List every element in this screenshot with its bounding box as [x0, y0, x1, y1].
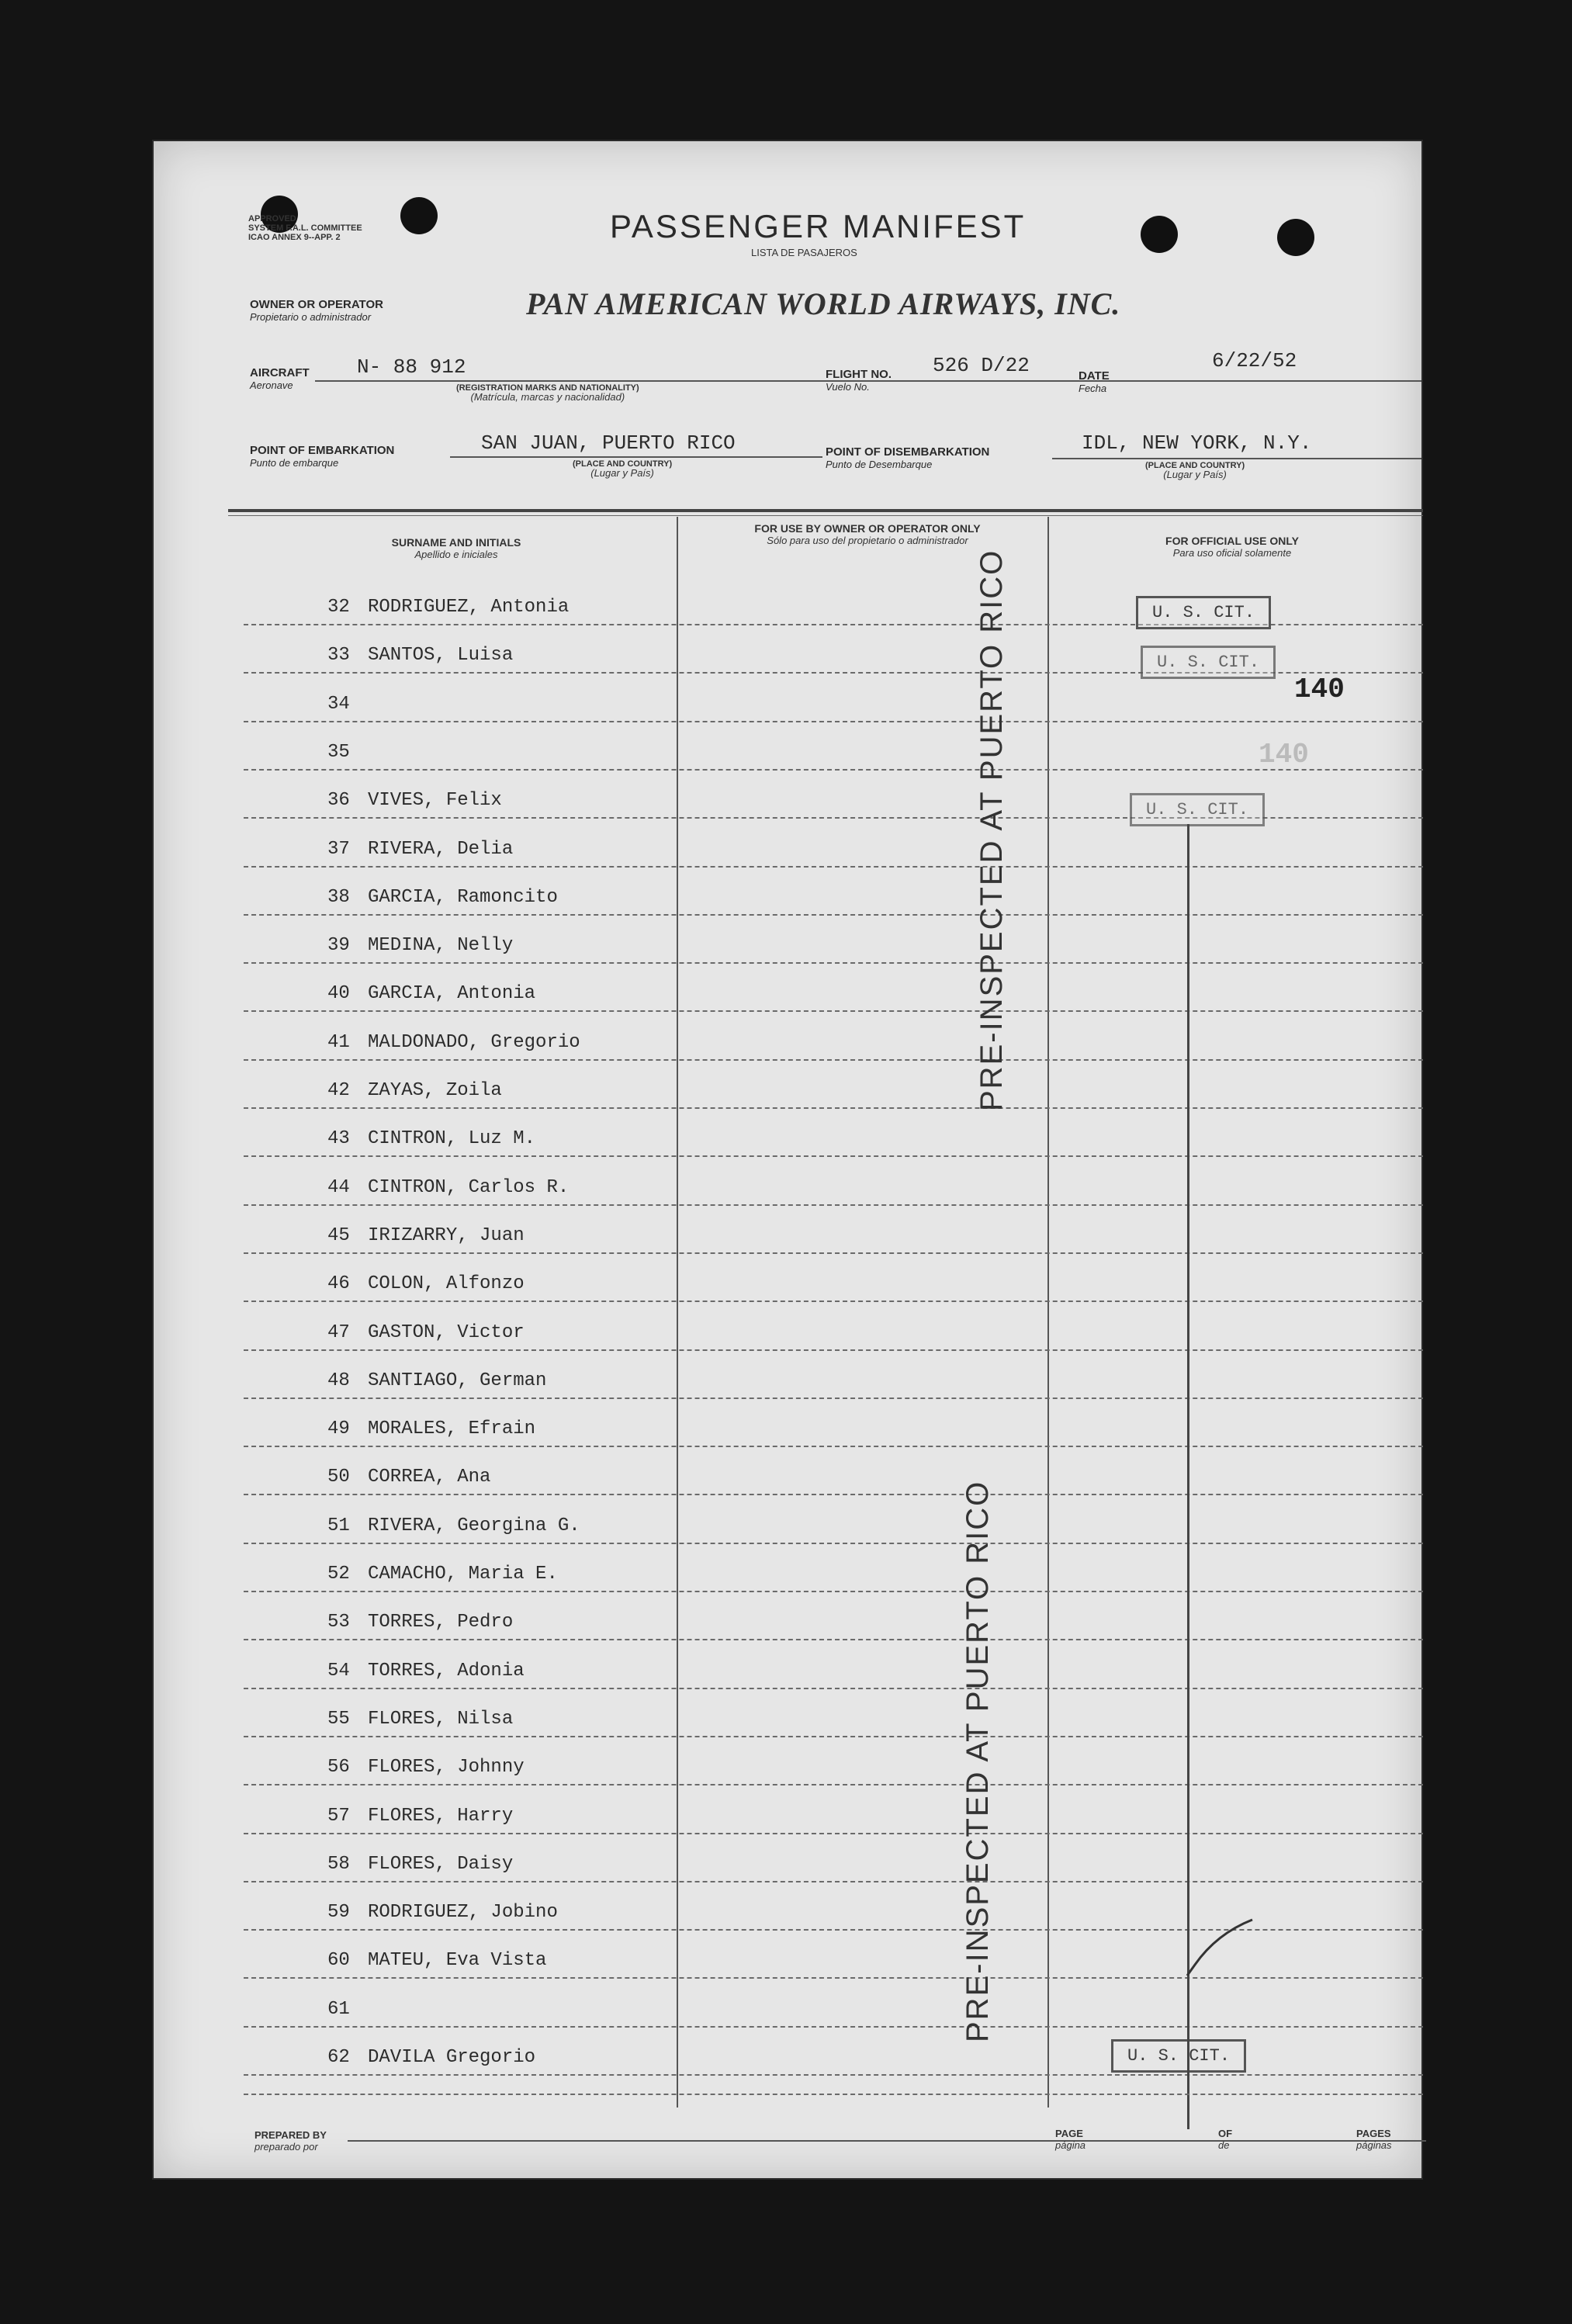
pages-label [1356, 2128, 1392, 2151]
passenger-number: 40 [327, 983, 350, 1005]
table-row [244, 1689, 1423, 1737]
passenger-number: 32 [327, 597, 350, 618]
passenger-name: RIVERA, Delia [368, 838, 514, 860]
passenger-number: 42 [327, 1080, 350, 1101]
passenger-number: 60 [327, 1950, 350, 1972]
us-citizen-stamp: U. S. CIT. [1130, 793, 1265, 826]
page-subtitle: LISTA DE PASAJEROS [751, 247, 857, 258]
prepared-by-en: PREPARED BY [254, 2129, 327, 2141]
passenger-name: MATEU, Eva Vista [368, 1950, 547, 1972]
table-row [244, 1109, 1423, 1157]
table-row [244, 1641, 1423, 1689]
table-row [244, 1158, 1423, 1206]
table-row [244, 964, 1423, 1012]
column-header-official-en: FOR OFFICIAL USE ONLY [1165, 535, 1299, 547]
table-row [244, 1834, 1423, 1882]
us-citizen-stamp: U. S. CIT. [1136, 596, 1271, 629]
passenger-number: 45 [327, 1224, 350, 1246]
owner-label-en: OWNER OR OPERATOR [250, 298, 383, 311]
passenger-number: 48 [327, 1370, 350, 1391]
approval-note [248, 214, 362, 242]
passenger-number: 47 [327, 1321, 350, 1343]
table-row [244, 674, 1423, 722]
disembark-underline [1052, 458, 1421, 459]
passenger-number: 44 [327, 1176, 350, 1198]
passenger-number: 41 [327, 1031, 350, 1053]
column-header-names-es: Apellido e iniciales [414, 549, 498, 560]
column-header-owner-use [751, 523, 984, 546]
column-header-owner-use-en: FOR USE BY OWNER OR OPERATOR ONLY [754, 522, 981, 535]
passenger-name: GARCIA, Ramoncito [368, 886, 558, 908]
flight-label-es: Vuelo No. [826, 381, 870, 393]
passenger-name: VIVES, Felix [368, 790, 502, 812]
place-note-en: (PLACE AND COUNTRY) [573, 459, 673, 469]
registration-note-es: (Matrícula, marcas y nacionalidad) [470, 391, 625, 403]
passenger-name: CORREA, Ana [368, 1467, 491, 1488]
embark-place-note [573, 459, 672, 478]
prepared-by-label [254, 2129, 327, 2153]
approval-line: SYSTEM F.A.L. COMMITTEE [248, 223, 362, 233]
registration-note-en: (REGISTRATION MARKS AND NATIONALITY) [456, 383, 639, 393]
passenger-name: RODRIGUEZ, Antonia [368, 597, 570, 618]
passenger-number: 37 [327, 838, 350, 860]
owner-value: PAN AMERICAN WORLD AIRWAYS, INC. [526, 286, 1121, 321]
embark-underline [450, 456, 822, 458]
owner-label [250, 298, 383, 323]
disembark-label-en: POINT OF DISEMBARKATION [826, 445, 990, 459]
disembark-value: IDL, NEW YORK, N.Y. [1082, 431, 1312, 455]
passenger-number: 43 [327, 1128, 350, 1150]
passenger-number: 51 [327, 1515, 350, 1536]
page-label-es: página [1055, 2139, 1086, 2151]
check-mark-icon [1186, 1918, 1255, 1980]
table-row [244, 1399, 1423, 1447]
passenger-number: 54 [327, 1660, 350, 1682]
table-row [244, 1206, 1423, 1254]
passenger-count-mark: 140 [1294, 674, 1345, 705]
column-header-owner-use-es: Sólo para uso del propietario o administrador [767, 535, 968, 546]
disembark-place-note [1145, 461, 1245, 480]
flight-label-en: FLIGHT NO. [826, 368, 892, 381]
passenger-name: FLORES, Nilsa [368, 1708, 514, 1730]
passenger-name: FLORES, Daisy [368, 1853, 514, 1875]
passenger-number: 56 [327, 1757, 350, 1779]
table-row [244, 722, 1423, 771]
punch-hole [1141, 216, 1178, 253]
column-header-official [1116, 535, 1349, 559]
passenger-number: 52 [327, 1564, 350, 1585]
table-row [244, 1351, 1423, 1399]
passenger-number: 50 [327, 1467, 350, 1488]
passenger-name: CINTRON, Carlos R. [368, 1176, 570, 1198]
date-value: 6/22/52 [1212, 349, 1297, 372]
embark-label-en: POINT OF EMBARKATION [250, 444, 395, 457]
embark-label [250, 444, 394, 469]
passenger-name: RODRIGUEZ, Jobino [368, 1902, 558, 1924]
passenger-name: ZAYAS, Zoila [368, 1080, 502, 1101]
embark-value: SAN JUAN, PUERTO RICO [481, 431, 736, 455]
passenger-number: 61 [327, 1998, 350, 2020]
passenger-name: COLON, Alfonzo [368, 1273, 525, 1295]
flight-label [826, 368, 892, 393]
passenger-name: FLORES, Harry [368, 1805, 514, 1827]
passenger-number: 39 [327, 935, 350, 957]
passenger-number: 59 [327, 1902, 350, 1924]
us-citizen-stamp: U. S. CIT. [1111, 2039, 1246, 2073]
passenger-number: 38 [327, 886, 350, 908]
aircraft-label [250, 366, 310, 391]
passenger-name: TORRES, Pedro [368, 1612, 514, 1633]
table-row [244, 1496, 1423, 1544]
table-row [244, 1447, 1423, 1495]
column-header-names-en: SURNAME AND INITIALS [391, 536, 521, 549]
table-top-rule-thin [228, 515, 1423, 516]
passenger-name: GASTON, Victor [368, 1321, 525, 1343]
passenger-count-mark-faint: 140 [1259, 739, 1309, 771]
column-header-names [293, 537, 619, 560]
passenger-number: 58 [327, 1853, 350, 1875]
table-row [244, 1013, 1423, 1061]
passenger-number: 49 [327, 1418, 350, 1440]
passenger-name: MEDINA, Nelly [368, 935, 514, 957]
table-row [244, 1061, 1423, 1109]
aircraft-value: N- 88 912 [357, 355, 466, 379]
table-row [244, 916, 1423, 964]
row-rule [244, 2074, 1423, 2076]
of-label-en: OF [1218, 2128, 1233, 2139]
passenger-number: 33 [327, 645, 350, 667]
disembark-label-es: Punto de Desembarque [826, 459, 933, 470]
passenger-name: MALDONADO, Gregorio [368, 1031, 580, 1053]
passenger-name: IRIZARRY, Juan [368, 1224, 525, 1246]
footer-rule [244, 2094, 1423, 2095]
table-row [244, 1544, 1423, 1592]
registration-note [456, 383, 639, 402]
passenger-name: SANTIAGO, German [368, 1370, 547, 1391]
passenger-name: TORRES, Adonia [368, 1660, 525, 1682]
passenger-name: MORALES, Efrain [368, 1418, 536, 1440]
prepared-by-underline [348, 2140, 1426, 2142]
place-note-es: (Lugar y País) [1163, 469, 1227, 480]
flight-value: 526 D/22 [933, 354, 1030, 377]
date-label-es: Fecha [1079, 383, 1107, 394]
passenger-name: DAVILA Gregorio [368, 2047, 536, 2068]
approval-line: APPROVED [248, 214, 296, 223]
passenger-number: 62 [327, 2047, 350, 2068]
passenger-number: 55 [327, 1708, 350, 1730]
pages-label-es: páginas [1356, 2139, 1392, 2151]
page-title: PASSENGER MANIFEST [610, 208, 1027, 244]
passenger-name: GARCIA, Antonia [368, 983, 536, 1005]
passenger-name: CINTRON, Luz M. [368, 1128, 536, 1150]
approval-line: ICAO ANNEX 9--APP. 2 [248, 233, 341, 242]
punch-hole [1277, 219, 1314, 256]
table-row [244, 1737, 1423, 1785]
embark-label-es: Punto de embarque [250, 457, 339, 469]
disembark-label [826, 445, 989, 470]
page-label [1055, 2128, 1086, 2151]
passenger-name: RIVERA, Georgina G. [368, 1515, 580, 1536]
table-row [244, 868, 1423, 916]
table-top-rule [228, 509, 1423, 512]
table-row [244, 1254, 1423, 1302]
passenger-number: 53 [327, 1612, 350, 1633]
passenger-number: 35 [327, 741, 350, 763]
passenger-name: FLORES, Johnny [368, 1757, 525, 1779]
punch-hole [400, 197, 438, 234]
preinspected-stamp: PRE-INSPECTED AT PUERTO RICO [961, 1480, 995, 2042]
table-row [244, 1592, 1423, 1640]
table-row [244, 1786, 1423, 1834]
of-label-es: de [1218, 2139, 1230, 2151]
of-label [1218, 2128, 1232, 2151]
date-underline [1111, 380, 1421, 382]
passenger-number: 46 [327, 1273, 350, 1295]
passenger-number: 36 [327, 790, 350, 812]
page-label-en: PAGE [1055, 2128, 1083, 2139]
place-note-en: (PLACE AND COUNTRY) [1145, 461, 1245, 470]
manifest-page [154, 141, 1421, 2178]
owner-label-es: Propietario o administrador [250, 311, 372, 323]
passenger-number: 34 [327, 693, 350, 715]
date-label-en: DATE [1079, 369, 1110, 383]
passenger-name: CAMACHO, Maria E. [368, 1564, 558, 1585]
aircraft-label-en: AIRCRAFT [250, 366, 310, 379]
passenger-number: 57 [327, 1805, 350, 1827]
passenger-name: SANTOS, Luisa [368, 645, 514, 667]
us-citizen-stamp: U. S. CIT. [1141, 646, 1276, 679]
preinspected-stamp: PRE-INSPECTED AT PUERTO RICO [975, 549, 1009, 1111]
aircraft-label-es: Aeronave [250, 379, 293, 391]
date-label [1079, 369, 1110, 394]
table-row [244, 1303, 1423, 1351]
prepared-by-es: preparado por [254, 2141, 318, 2153]
table-row [244, 1979, 1423, 2028]
pages-label-en: PAGES [1356, 2128, 1391, 2139]
column-header-official-es: Para uso oficial solamente [1172, 547, 1292, 559]
place-note-es: (Lugar y País) [590, 467, 654, 479]
